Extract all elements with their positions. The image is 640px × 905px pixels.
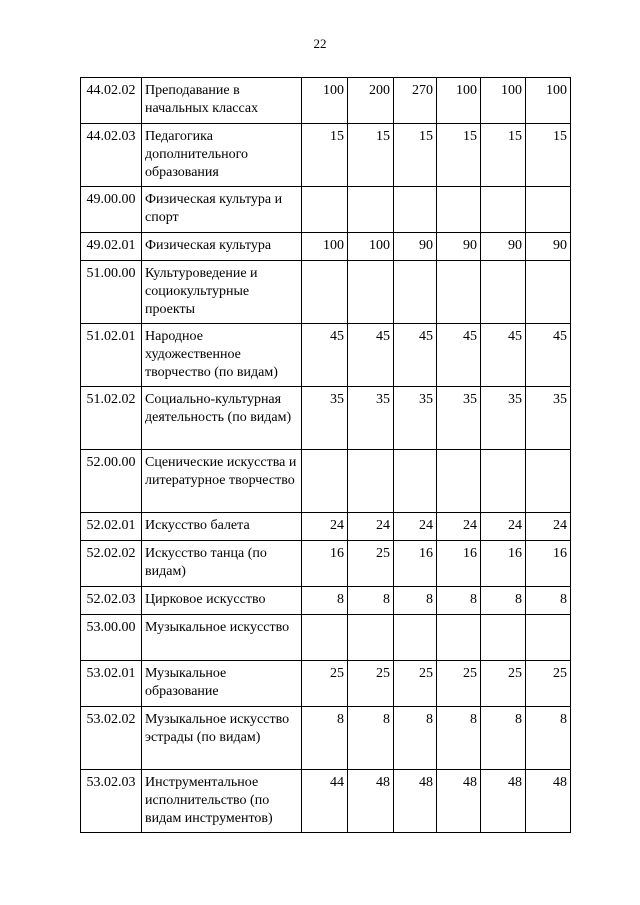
value-cell: 25: [348, 541, 394, 587]
table-row: [81, 187, 571, 233]
data-table: [80, 77, 571, 833]
value-cell: 16: [526, 541, 571, 587]
value-cell: [526, 450, 571, 513]
value-cell: 25: [437, 661, 481, 707]
table-row: [81, 233, 571, 261]
value-cell: [481, 615, 526, 661]
value-cell: 8: [394, 707, 437, 770]
value-cell: 45: [302, 324, 348, 387]
table-row: [81, 324, 571, 387]
specialty-code: 53.02.03: [81, 770, 142, 833]
value-cell: 100: [302, 78, 348, 124]
value-cell: [394, 261, 437, 324]
specialty-name: Физическая культура и спорт: [142, 187, 302, 233]
specialty-name: Искусство балета: [142, 513, 302, 541]
value-cell: 15: [481, 124, 526, 187]
value-cell: 15: [302, 124, 348, 187]
value-cell: 45: [394, 324, 437, 387]
value-cell: 100: [437, 78, 481, 124]
value-cell: 24: [394, 513, 437, 541]
specialty-name: Культуроведение и социокультурные проекты: [142, 261, 302, 324]
specialty-name: Искусство танца (по видам): [142, 541, 302, 587]
table-row: [81, 387, 571, 450]
value-cell: 15: [394, 124, 437, 187]
value-cell: [481, 450, 526, 513]
value-cell: 15: [526, 124, 571, 187]
value-cell: 25: [394, 661, 437, 707]
value-cell: [437, 450, 481, 513]
value-cell: 45: [437, 324, 481, 387]
specialty-name: Физическая культура: [142, 233, 302, 261]
table-body: [81, 78, 571, 833]
specialty-name: Музыкальное искусство: [142, 615, 302, 661]
value-cell: 45: [481, 324, 526, 387]
value-cell: 24: [526, 513, 571, 541]
table-row: [81, 707, 571, 770]
value-cell: [302, 615, 348, 661]
value-cell: 35: [481, 387, 526, 450]
value-cell: 8: [348, 707, 394, 770]
value-cell: 100: [348, 233, 394, 261]
value-cell: 8: [526, 587, 571, 615]
value-cell: [348, 450, 394, 513]
value-cell: 90: [437, 233, 481, 261]
value-cell: 25: [526, 661, 571, 707]
specialty-code: 51.00.00: [81, 261, 142, 324]
table-row: [81, 770, 571, 833]
value-cell: 8: [302, 587, 348, 615]
specialty-name: Цирковое искусство: [142, 587, 302, 615]
value-cell: [437, 261, 481, 324]
value-cell: 8: [481, 707, 526, 770]
value-cell: 35: [437, 387, 481, 450]
specialty-code: 52.02.01: [81, 513, 142, 541]
value-cell: [302, 187, 348, 233]
value-cell: 16: [302, 541, 348, 587]
value-cell: [526, 261, 571, 324]
value-cell: 8: [394, 587, 437, 615]
value-cell: 16: [437, 541, 481, 587]
specialty-name: Народное художественное творчество (по видам): [142, 324, 302, 387]
value-cell: 25: [302, 661, 348, 707]
specialty-code: 44.02.03: [81, 124, 142, 187]
value-cell: 35: [348, 387, 394, 450]
specialty-code: 52.02.03: [81, 587, 142, 615]
specialty-name: Социально-культурная деятельность (по видам): [142, 387, 302, 450]
value-cell: 45: [526, 324, 571, 387]
value-cell: 48: [526, 770, 571, 833]
specialty-name: Музыкальное искусство эстрады (по видам): [142, 707, 302, 770]
specialty-name: Инструментальное исполнительство (по видам инструментов): [142, 770, 302, 833]
table-row: [81, 78, 571, 124]
value-cell: [394, 615, 437, 661]
specialty-name: Преподавание в начальных классах: [142, 78, 302, 124]
value-cell: [526, 615, 571, 661]
value-cell: [394, 187, 437, 233]
table-row: [81, 513, 571, 541]
value-cell: 24: [348, 513, 394, 541]
value-cell: [348, 261, 394, 324]
table-row: [81, 541, 571, 587]
value-cell: 48: [348, 770, 394, 833]
specialty-code: 49.00.00: [81, 187, 142, 233]
value-cell: [526, 187, 571, 233]
value-cell: 24: [302, 513, 348, 541]
specialty-code: 49.02.01: [81, 233, 142, 261]
value-cell: 90: [481, 233, 526, 261]
value-cell: 100: [526, 78, 571, 124]
value-cell: 44: [302, 770, 348, 833]
specialty-code: 53.02.02: [81, 707, 142, 770]
value-cell: 48: [481, 770, 526, 833]
value-cell: 48: [437, 770, 481, 833]
value-cell: 8: [348, 587, 394, 615]
value-cell: 25: [481, 661, 526, 707]
value-cell: 90: [394, 233, 437, 261]
value-cell: [437, 187, 481, 233]
specialty-code: 44.02.02: [81, 78, 142, 124]
value-cell: 15: [437, 124, 481, 187]
specialty-code: 51.02.01: [81, 324, 142, 387]
value-cell: 45: [348, 324, 394, 387]
table-row: [81, 124, 571, 187]
value-cell: [302, 450, 348, 513]
value-cell: [302, 261, 348, 324]
table-row: [81, 587, 571, 615]
value-cell: 8: [302, 707, 348, 770]
table-row: [81, 615, 571, 661]
value-cell: 48: [394, 770, 437, 833]
value-cell: 25: [348, 661, 394, 707]
specialty-code: 53.00.00: [81, 615, 142, 661]
value-cell: 35: [394, 387, 437, 450]
specialty-name: Сценические искусства и литературное творчество: [142, 450, 302, 513]
specialty-code: 53.02.01: [81, 661, 142, 707]
value-cell: 270: [394, 78, 437, 124]
value-cell: 16: [481, 541, 526, 587]
table-row: [81, 661, 571, 707]
value-cell: [394, 450, 437, 513]
value-cell: [481, 261, 526, 324]
table-row: [81, 450, 571, 513]
specialty-name: Педагогика дополнительного образования: [142, 124, 302, 187]
specialty-code: 52.00.00: [81, 450, 142, 513]
value-cell: 8: [437, 707, 481, 770]
value-cell: [348, 615, 394, 661]
specialty-code: 51.02.02: [81, 387, 142, 450]
specialty-code: 52.02.02: [81, 541, 142, 587]
value-cell: 24: [481, 513, 526, 541]
value-cell: 100: [481, 78, 526, 124]
value-cell: 35: [526, 387, 571, 450]
value-cell: 8: [481, 587, 526, 615]
value-cell: 24: [437, 513, 481, 541]
value-cell: 200: [348, 78, 394, 124]
value-cell: 35: [302, 387, 348, 450]
value-cell: 16: [394, 541, 437, 587]
page-number: 22: [313, 36, 327, 51]
value-cell: 8: [526, 707, 571, 770]
table-row: [81, 261, 571, 324]
value-cell: 100: [302, 233, 348, 261]
value-cell: [437, 615, 481, 661]
specialty-name: Музыкальное образование: [142, 661, 302, 707]
value-cell: 8: [437, 587, 481, 615]
value-cell: 90: [526, 233, 571, 261]
value-cell: [348, 187, 394, 233]
value-cell: [481, 187, 526, 233]
value-cell: 15: [348, 124, 394, 187]
